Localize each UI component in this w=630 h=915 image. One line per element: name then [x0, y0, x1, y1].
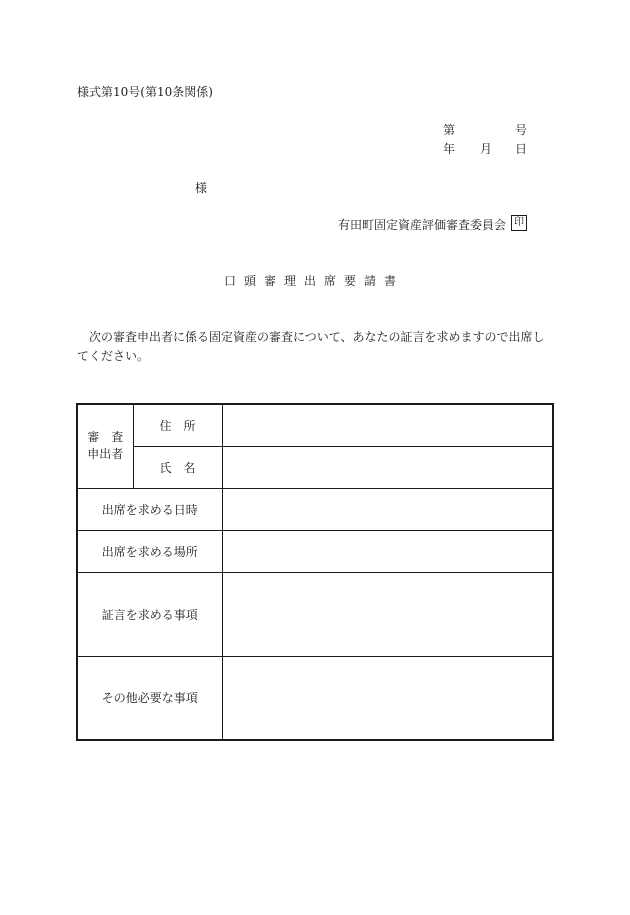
testimony-matters-label: 証言を求める事項 — [77, 572, 222, 656]
date-day: 日 — [515, 142, 528, 156]
document-number-prefix: 第 — [443, 123, 456, 137]
testimony-matters-value-cell[interactable] — [222, 572, 553, 656]
table-row — [77, 404, 553, 446]
table-row — [77, 488, 553, 530]
applicant-label-line1: 審 査 — [87, 430, 124, 445]
other-matters-label: その他必要な事項 — [77, 656, 222, 740]
other-matters-value-cell[interactable] — [222, 656, 553, 740]
address-value-cell[interactable] — [222, 404, 553, 446]
form-number: 様式第10号(第10条関係) — [77, 85, 213, 99]
name-label: 氏 名 — [133, 446, 222, 488]
sender-name: 有田町固定資産評価審査委員会 — [338, 218, 507, 232]
attendance-place-value-cell[interactable] — [222, 530, 553, 572]
address-label: 住 所 — [133, 404, 222, 446]
table-row — [77, 572, 553, 656]
applicant-label-cell — [77, 404, 133, 488]
attendance-place-label: 出席を求める場所 — [77, 530, 222, 572]
addressee-honorific: 様 — [195, 181, 208, 195]
request-table — [76, 403, 554, 741]
document-title: 口頭審理出席要請書 — [224, 274, 405, 288]
date-month: 月 — [480, 142, 493, 156]
body-text: 次の審査申出者に係る固定資産の審査について、あなたの証言を求めますので出席してください。 — [77, 330, 545, 363]
date-year: 年 — [443, 142, 456, 156]
attendance-datetime-label: 出席を求める日時 — [77, 488, 222, 530]
seal-mark: 印 — [511, 215, 527, 231]
applicant-label-line2: 申出者 — [87, 447, 124, 462]
table-row — [77, 446, 553, 488]
document-number-suffix: 号 — [515, 123, 528, 137]
name-value-cell[interactable] — [222, 446, 553, 488]
table-row — [77, 656, 553, 740]
table-row — [77, 530, 553, 572]
attendance-datetime-value-cell[interactable] — [222, 488, 553, 530]
